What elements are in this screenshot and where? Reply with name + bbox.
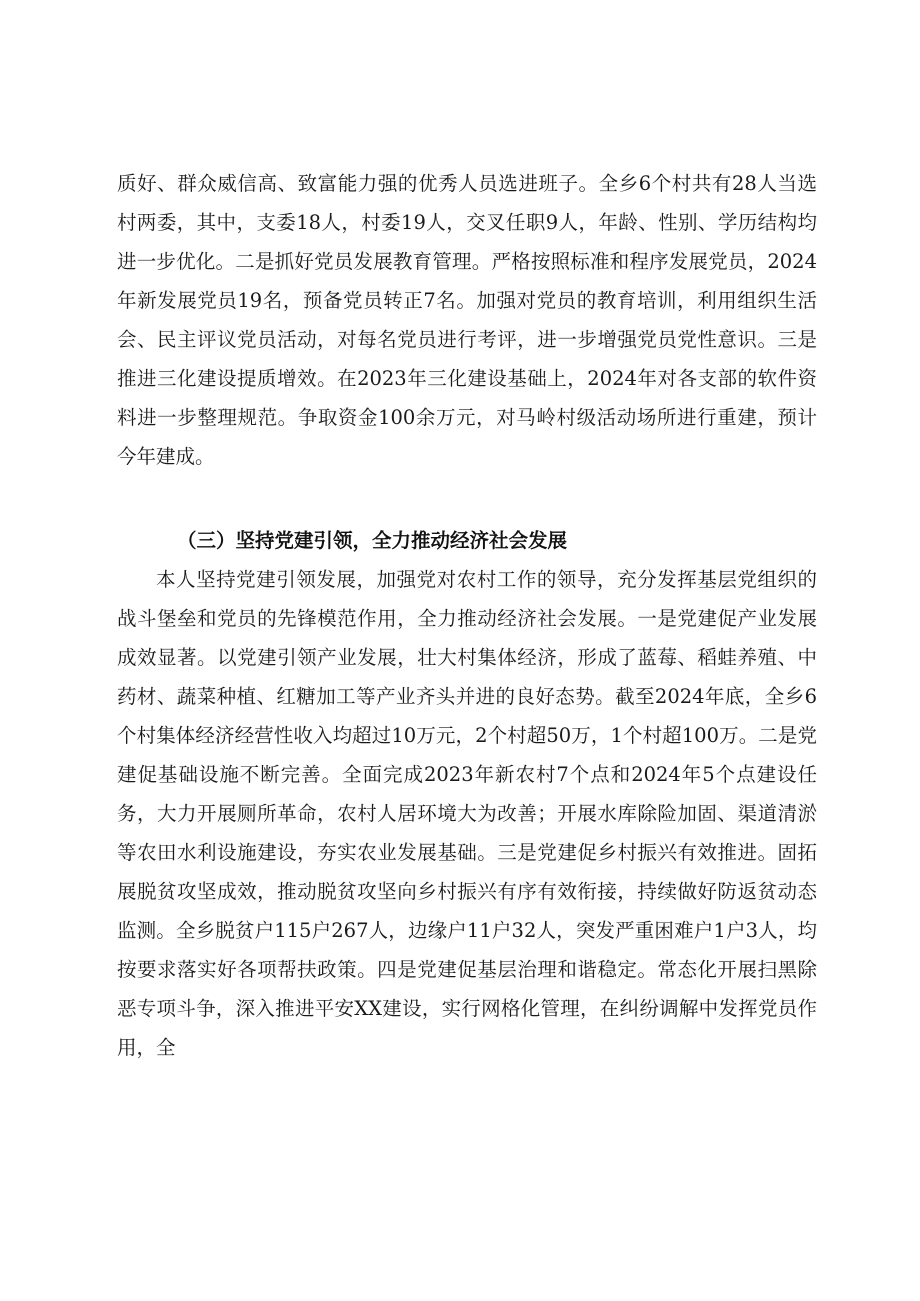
- section-heading-3: （三）坚持党建引领，全力推动经济社会发展: [177, 529, 568, 552]
- body-paragraph-2: 本人坚持党建引领发展，加强党对农村工作的领导，充分发挥基层党组织的战斗堡垒和党员的先锋模范作用，全力推动经济社会发展。一是党建促产业发展成效显著。以党建引领产业发展，壮大村集体经济，形成了蓝莓、稻蛙养殖、中药材、蔬菜种植、红糖加工等产业齐头并进的良好态势。截至2024年底，全乡6个村集体经济经营性收入均超过10万元，2个村超50万，1个村超100万。二是党建促基础设施不断完善。全面完成2023年新农村7个点和2024年5个点建设任务，大力开展厕所革命，农村人居环境大为改善；开展水库除险加固、渠道清淤等农田水利设施建设，夯实农业发展基础。三是党建促乡村振兴有效推进。固拓展脱贫攻坚成效，推动脱贫攻坚向乡村振兴有序有效衔接，持续做好防返贫动态监测。全乡脱贫户115户267人，边缘户11户32人，突发严重困难户1户3人，均按要求落实好各项帮扶政策。四是党建促基层治理和谐稳定。常态化开展扫黑除恶专项斗争，深入推进平安XX建设，实行网格化管理，在纠纷调解中发挥党员作用，全: [117, 568, 817, 1059]
- body-paragraph-1: 质好、群众威信高、致富能力强的优秀人员选进班子。全乡6个村共有28人当选村两委，其中，支委18人，村委19人，交叉任职9人，年龄、性别、学历结构均进一步优化。二是抓好党员发展教育管理。严格按照标准和程序发展党员，2024年新发展党员19名，预备党员转正7名。加强对党员的教育培训，利用组织生活会、民主评议党员活动，对每名党员进行考评，进一步增强党员党性意识。三是推进三化建设提质增效。在2023年三化建设基础上，2024年对各支部的软件资料进一步整理规范。争取资金100余万元，对马岭村级活动场所进行重建，预计今年建成。: [117, 172, 817, 468]
